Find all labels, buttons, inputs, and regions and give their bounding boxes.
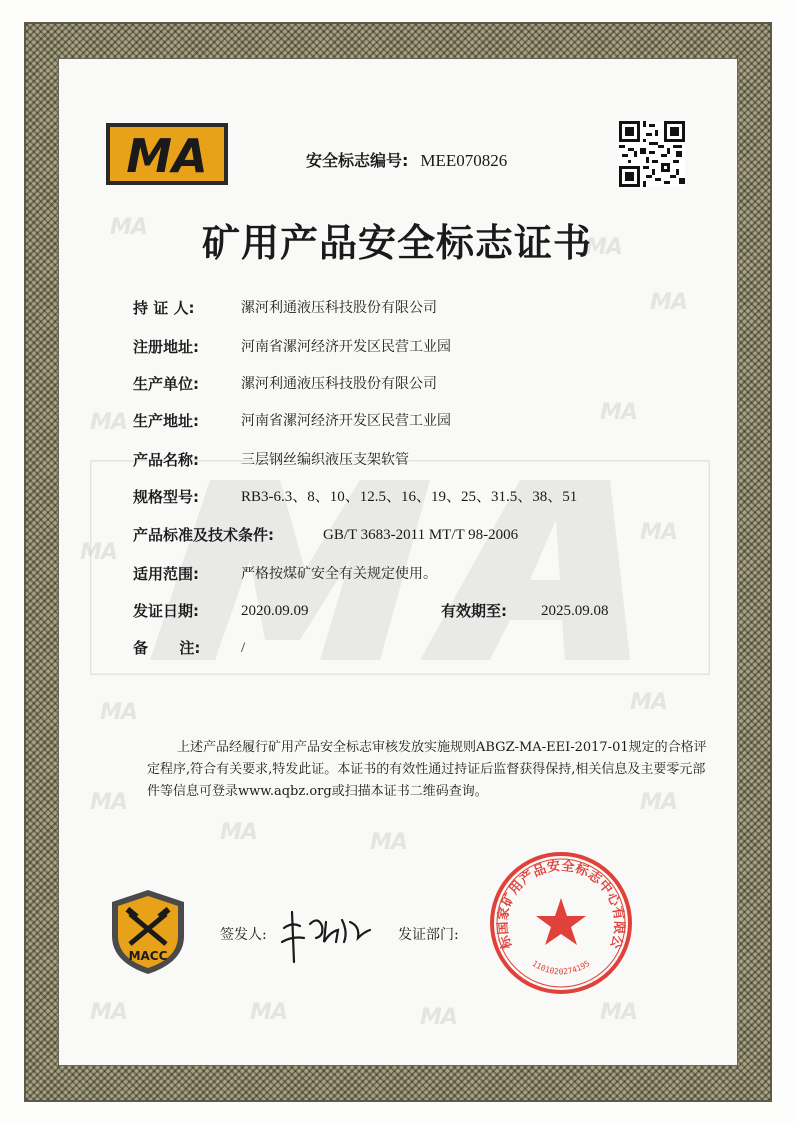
seal-number: 1101020274195	[530, 958, 592, 977]
svg-text:1101020274195	[530, 959, 591, 976]
field-dates	[133, 600, 609, 622]
remarks-value: /	[241, 640, 246, 656]
issuer-label: 发证部门:	[398, 927, 459, 943]
model-value: RB3-6.3、8、10、12.5、16、19、25、31.5、38、51	[241, 489, 578, 505]
page-title: 矿用产品安全标志证书	[201, 221, 592, 265]
svg-text:安标国家矿用产品安全标志中心有限公司	[488, 850, 627, 952]
producer-label: 生产单位:	[133, 375, 199, 393]
scope-value: 严格按煤矿安全有关规定使用。	[241, 566, 437, 582]
seal-text: 标国家矿用产品安全标志中心有限公	[495, 858, 627, 951]
ma-logo	[106, 123, 228, 185]
field-reg-address	[133, 336, 451, 358]
cert-no-label: 安全标志编号:	[306, 151, 409, 170]
product-name-label: 产品名称:	[133, 451, 199, 469]
issue-date-value: 2020.09.09	[241, 603, 309, 619]
field-prod-address	[133, 410, 451, 432]
producer-value: 漯河利通液压科技股份有限公司	[241, 376, 437, 392]
holder-value: 漯河利通液压科技股份有限公司	[241, 300, 437, 316]
standards-label: 产品标准及技术条件:	[133, 526, 274, 544]
field-holder	[133, 297, 437, 319]
product-name-value: 三层钢丝编织液压支架软管	[241, 452, 409, 468]
model-label: 规格型号:	[133, 488, 199, 506]
qr-code	[619, 121, 685, 187]
macc-text: MACC	[128, 949, 168, 963]
field-standards	[133, 524, 519, 546]
prod-address-label: 生产地址:	[133, 412, 199, 430]
reg-address-value: 河南省漯河经济开发区民营工业园	[241, 339, 451, 355]
signature	[278, 902, 374, 966]
reg-address-label: 注册地址:	[133, 338, 199, 356]
field-producer	[133, 373, 437, 395]
remarks-label: 备 注:	[133, 639, 201, 657]
logo-text: MA	[126, 129, 208, 183]
official-seal	[488, 850, 634, 996]
cert-no-value: MEE070826	[420, 151, 508, 170]
field-product-name	[133, 449, 409, 471]
macc-badge	[108, 888, 188, 976]
standards-value: GB/T 3683-2011 MT/T 98-2006	[323, 527, 519, 543]
field-scope	[133, 563, 437, 585]
valid-until-label: 有效期至:	[441, 602, 507, 620]
certificate-number	[306, 148, 507, 171]
holder-label: 持 证 人:	[133, 299, 195, 317]
field-model	[133, 486, 578, 508]
issue-date-label: 发证日期:	[133, 602, 199, 620]
valid-until-value: 2025.09.08	[541, 603, 609, 619]
prod-address-value: 河南省漯河经济开发区民营工业园	[241, 413, 451, 429]
field-remarks	[133, 637, 246, 659]
signer-label: 签发人:	[220, 927, 267, 943]
statement-paragraph: 上述产品经履行矿用产品安全标志审核发放实施规则ABGZ-MA-EEI-2017-01规定的合格评定程序,符合有关要求,特发此证。本证书的有效性通过持证后监督获得保持,相关信息及主要零元部件等信息可登录www.aqbz.org或扫描本证书二维码查询。	[147, 740, 707, 799]
scope-label: 适用范围:	[133, 565, 199, 583]
